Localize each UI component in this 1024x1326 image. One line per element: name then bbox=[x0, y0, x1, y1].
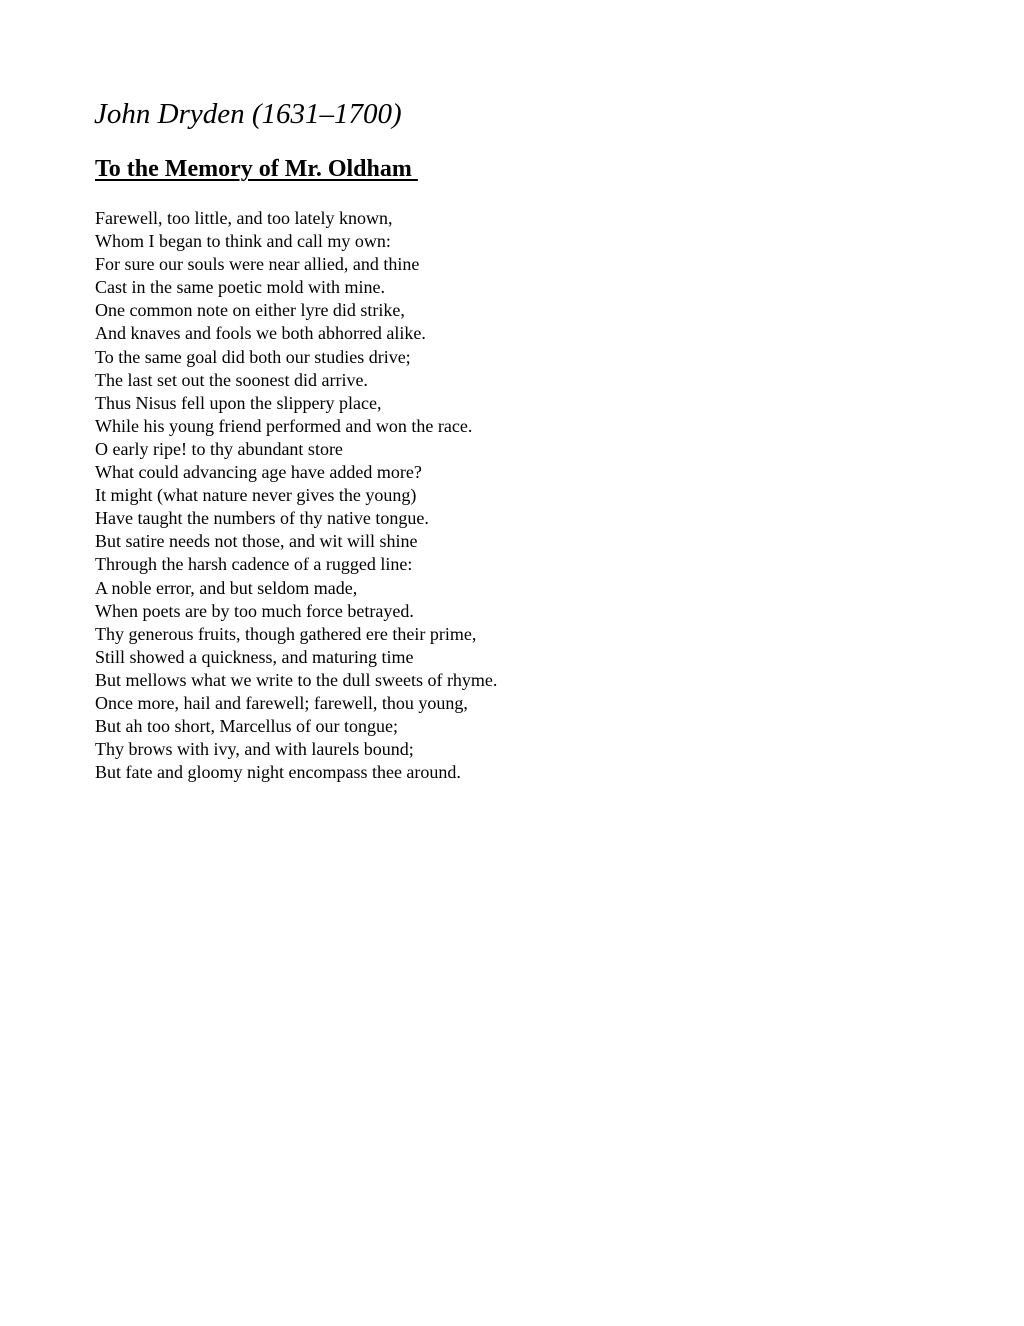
poem-body bbox=[95, 207, 497, 784]
poem-line: O early ripe! to thy abundant store bbox=[95, 438, 343, 459]
poem-line: Whom I began to think and call my own: bbox=[95, 231, 391, 252]
poem-line: A noble error, and but seldom made, bbox=[95, 577, 358, 598]
poem-line: Thy brows with ivy, and with laurels bound; bbox=[95, 739, 414, 760]
poem-line: The last set out the soonest did arrive. bbox=[95, 369, 368, 390]
poem-line: Once more, hail and farewell; farewell, thou young, bbox=[95, 692, 468, 713]
poem-line: And knaves and fools we both abhorred alike. bbox=[95, 323, 426, 344]
poem-line: Farewell, too little, and too lately known, bbox=[95, 208, 393, 228]
poem-title: To the Memory of Mr. Oldham bbox=[95, 156, 418, 182]
poem-line: For sure our souls were near allied, and thine bbox=[95, 254, 420, 275]
poem-line: But satire needs not those, and wit will shine bbox=[95, 531, 418, 552]
poem-line: One common note on either lyre did strike, bbox=[95, 300, 405, 321]
author-heading: John Dryden (1631–1700) bbox=[94, 98, 402, 130]
poem-line: It might (what nature never gives the young) bbox=[95, 485, 417, 506]
poem-line: Still showed a quickness, and maturing time bbox=[95, 646, 414, 667]
poem-line: But ah too short, Marcellus of our tongue; bbox=[95, 716, 398, 737]
poem-line: To the same goal did both our studies drive; bbox=[95, 346, 411, 367]
poem-line: While his young friend performed and won the race. bbox=[95, 415, 473, 436]
poem-line: What could advancing age have added more? bbox=[95, 462, 422, 483]
poem-line: Thus Nisus fell upon the slippery place, bbox=[95, 392, 382, 413]
poem-line: Through the harsh cadence of a rugged line: bbox=[95, 554, 413, 575]
poem-line: Cast in the same poetic mold with mine. bbox=[95, 277, 385, 298]
poem-line: Thy generous fruits, though gathered ere their prime, bbox=[95, 623, 477, 644]
poem-line: Have taught the numbers of thy native tongue. bbox=[95, 508, 429, 529]
poem-line: When poets are by too much force betrayed. bbox=[95, 600, 414, 621]
poem-line: But fate and gloomy night encompass thee around. bbox=[95, 762, 461, 783]
poem-line: But mellows what we write to the dull sweets of rhyme. bbox=[95, 669, 498, 690]
